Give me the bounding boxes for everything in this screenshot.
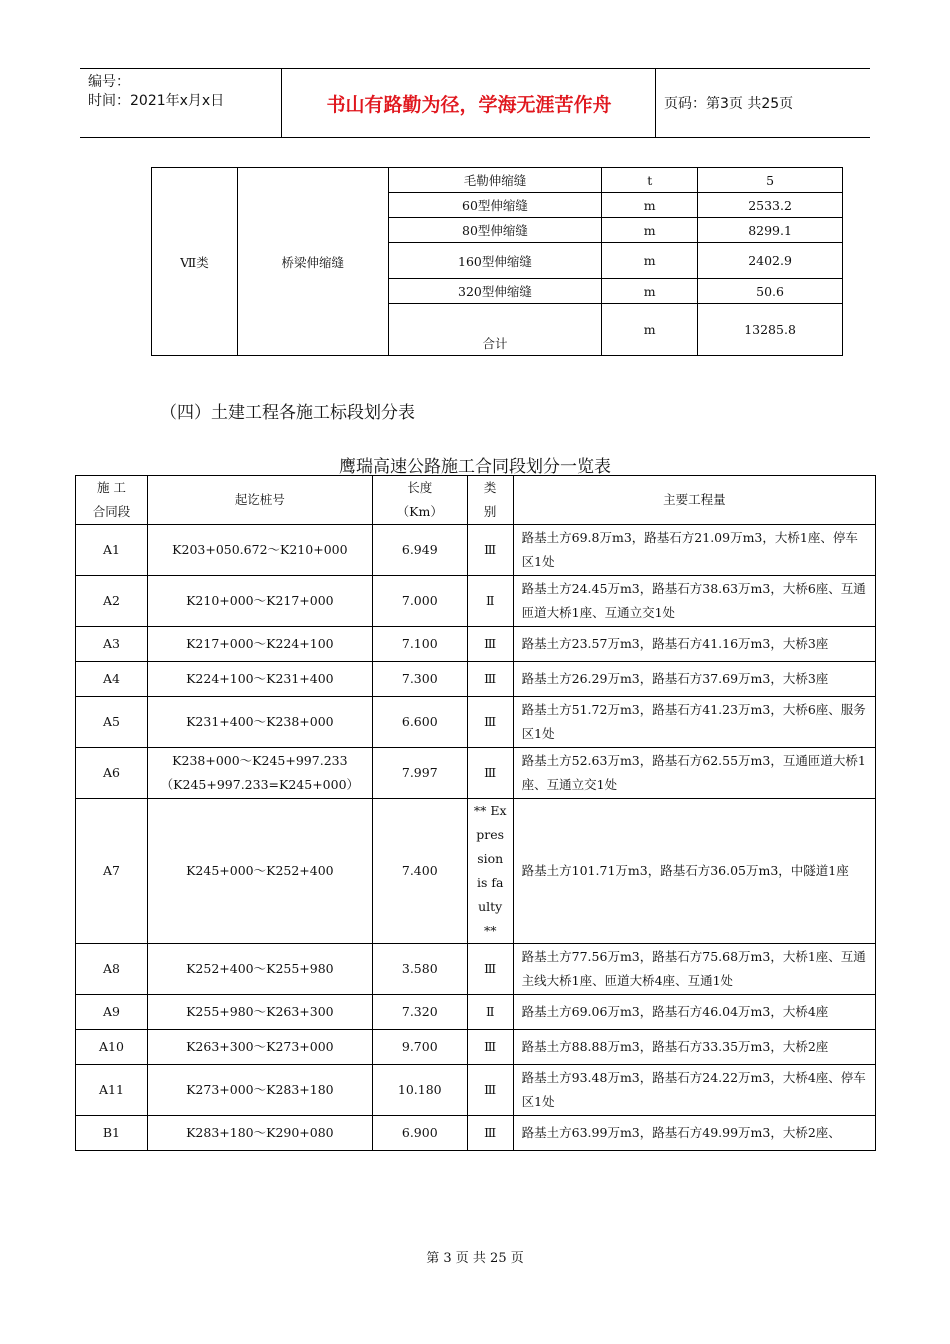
length-cell: 7.100 (372, 627, 467, 662)
works-cell: 路基土方93.48万m3，路基石方24.22万m3，大桥4座、停车区1处 (513, 1065, 875, 1116)
joint-unit: m (602, 218, 698, 243)
joint-qty: 2533.2 (698, 193, 843, 218)
range-cell: K273+000～K283+180 (147, 1065, 372, 1116)
class-cell: Ⅲ (467, 525, 513, 576)
category-cell: Ⅶ类 (152, 168, 238, 356)
works-cell: 路基土方63.99万m3，路基石方49.99万m3，大桥2座、 (513, 1116, 875, 1151)
works-cell: 路基土方69.06万m3，路基石方46.04万m3，大桥4座 (513, 995, 875, 1030)
class-cell: Ⅲ (467, 1116, 513, 1151)
range-cell: K224+100～K231+400 (147, 662, 372, 697)
table-row (76, 748, 876, 799)
header-class-1: 类 (483, 480, 497, 495)
length-cell: 7.400 (372, 799, 467, 944)
works-cell: 路基土方52.63万m3，路基石方62.55万m3，互通匝道大桥1座、互通立交1处 (513, 748, 875, 799)
works-cell: 路基土方24.45万m3，路基石方38.63万m3，大桥6座、互通匝道大桥1座、互通立交1处 (513, 576, 875, 627)
item-cell: 桥梁伸缩缝 (237, 168, 388, 356)
length-cell: 9.700 (372, 1030, 467, 1065)
joint-name: 80型伸缩缝 (388, 218, 602, 243)
seg-cell: B1 (76, 1116, 148, 1151)
class-cell: Ⅲ (467, 1030, 513, 1065)
works-cell: 路基土方26.29万m3，路基石方37.69万m3，大桥3座 (513, 662, 875, 697)
header-left (80, 69, 282, 137)
header-length-2: （Km） (396, 504, 443, 519)
page-header (80, 68, 870, 138)
expansion-joint-table (151, 167, 843, 356)
works-cell: 路基土方101.71万m3，路基石方36.05万m3，中隧道1座 (513, 799, 875, 944)
class-cell: ** Expression is faulty ** (467, 799, 513, 944)
table-header-row (76, 476, 876, 525)
table-row (76, 995, 876, 1030)
range-cell: K255+980～K263+300 (147, 995, 372, 1030)
total-unit: m (602, 304, 698, 356)
range-cell: K238+000～K245+997.233 (172, 753, 348, 768)
header-motto: 书山有路勤为径，学海无涯苦作舟 (283, 69, 656, 137)
length-cell: 7.320 (372, 995, 467, 1030)
seg-cell: A1 (76, 525, 148, 576)
works-cell: 路基土方23.57万m3，路基石方41.16万m3，大桥3座 (513, 627, 875, 662)
works-cell: 路基土方88.88万m3，路基石方33.35万m3，大桥2座 (513, 1030, 875, 1065)
joint-unit: m (602, 193, 698, 218)
joint-name: 60型伸缩缝 (388, 193, 602, 218)
section-title: （四）土建工程各施工标段划分表 (160, 403, 415, 423)
table-row (76, 1065, 876, 1116)
length-cell: 6.949 (372, 525, 467, 576)
range-cell: K283+180～K290+080 (147, 1116, 372, 1151)
range-cell: K245+000～K252+400 (147, 799, 372, 944)
range-cell: K210+000～K217+000 (147, 576, 372, 627)
range-cell: K231+400～K238+000 (147, 697, 372, 748)
joint-name: 毛勒伸缩缝 (388, 168, 602, 193)
length-cell: 3.580 (372, 944, 467, 995)
length-cell: 7.300 (372, 662, 467, 697)
class-cell: Ⅲ (467, 627, 513, 662)
seg-cell: A3 (76, 627, 148, 662)
length-cell: 10.180 (372, 1065, 467, 1116)
class-cell: Ⅱ (467, 995, 513, 1030)
table-row (76, 525, 876, 576)
header-page-info: 页码：第3页 共25页 (664, 96, 794, 112)
table-row (76, 1116, 876, 1151)
table-row (76, 662, 876, 697)
seg-cell: A7 (76, 799, 148, 944)
seg-cell: A9 (76, 995, 148, 1030)
class-cell: Ⅱ (467, 576, 513, 627)
table-title: 鹰瑞高速公路施工合同段划分一览表 (339, 457, 611, 477)
class-cell: Ⅲ (467, 748, 513, 799)
joint-qty: 2402.9 (698, 243, 843, 279)
joint-unit: m (602, 279, 698, 304)
seg-cell: A8 (76, 944, 148, 995)
length-cell: 7.997 (372, 748, 467, 799)
length-cell: 6.600 (372, 697, 467, 748)
table-row (76, 697, 876, 748)
class-cell: Ⅲ (467, 662, 513, 697)
header-segment-2: 合同段 (92, 504, 131, 519)
contract-segment-table (75, 475, 876, 1151)
range-cell: K252+400～K255+980 (147, 944, 372, 995)
joint-unit: t (602, 168, 698, 193)
seg-cell: A6 (76, 748, 148, 799)
total-label: 合计 (388, 304, 602, 356)
seg-cell: A5 (76, 697, 148, 748)
length-cell: 7.000 (372, 576, 467, 627)
header-segment-1: 施 工 (96, 480, 126, 495)
table-row (76, 1030, 876, 1065)
header-length-1: 长度 (407, 480, 433, 495)
joint-qty: 5 (698, 168, 843, 193)
range-cell: K217+000～K224+100 (147, 627, 372, 662)
joint-name: 160型伸缩缝 (388, 243, 602, 279)
table-row (76, 576, 876, 627)
range-cell-note: （K245+997.233=K245+000） (160, 777, 360, 792)
class-cell: Ⅲ (467, 697, 513, 748)
range-cell: K203+050.672～K210+000 (147, 525, 372, 576)
joint-qty: 8299.1 (698, 218, 843, 243)
seg-cell: A11 (76, 1065, 148, 1116)
range-cell: K263+300～K273+000 (147, 1030, 372, 1065)
seg-cell: A2 (76, 576, 148, 627)
header-works: 主要工程量 (513, 476, 875, 525)
seg-cell: A4 (76, 662, 148, 697)
number-label: 编号： (88, 74, 130, 90)
class-cell: Ⅲ (467, 1065, 513, 1116)
header-class-2: 别 (483, 504, 497, 519)
table-row (76, 627, 876, 662)
works-cell: 路基土方51.72万m3，路基石方41.23万m3，大桥6座、服务区1处 (513, 697, 875, 748)
joint-qty: 50.6 (698, 279, 843, 304)
length-cell: 6.900 (372, 1116, 467, 1151)
works-cell: 路基土方77.56万m3，路基石方75.68万m3，大桥1座、互通主线大桥1座、匝道大桥4座、互通1处 (513, 944, 875, 995)
table-row (76, 944, 876, 995)
table-row (76, 799, 876, 944)
total-qty: 13285.8 (698, 304, 843, 356)
seg-cell: A10 (76, 1030, 148, 1065)
works-cell: 路基土方69.8万m3，路基石方21.09万m3，大桥1座、停车区1处 (513, 525, 875, 576)
joint-unit: m (602, 243, 698, 279)
class-cell: Ⅲ (467, 944, 513, 995)
joint-name: 320型伸缩缝 (388, 279, 602, 304)
header-range: 起讫桩号 (147, 476, 372, 525)
time-label: 时间：2021年x月x日 (88, 93, 225, 109)
page-footer: 第 3 页 共 25 页 (426, 1251, 524, 1266)
